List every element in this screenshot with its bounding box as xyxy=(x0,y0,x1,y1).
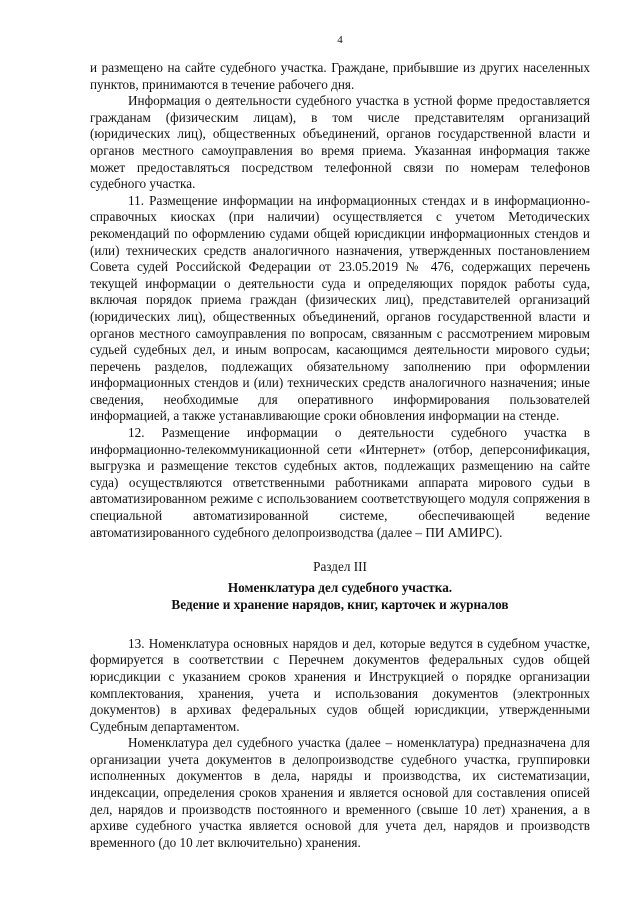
section-heading xyxy=(90,558,590,614)
paragraph-continuation: и размещено на сайте судебного участка. Граждане, прибывшие из других населенных пунктов, принимаются в течение рабочего дня. xyxy=(90,60,590,92)
page-number: 4 xyxy=(337,34,343,46)
paragraph-oral-information: Информация о деятельности судебного участка в устной форме предоставляется гражданам (физическим лицам), в том числе представителям организаций (юридических лиц), общественных объединений, органов государственной власти и органов местного самоуправления во время приема. Указанная информация также может предоставляться посредством телефонной связи по номерам телефонов судебного участка. xyxy=(90,93,590,192)
bottom-text-block xyxy=(90,636,590,852)
paragraph-13-nomenclature: 13. Номенклатура основных нарядов и дел, которые ведутся в судебном участке, формируется в соответствии с Перечнем документов федеральных судов общей юрисдикции с указанием сроков хранения и Инструкцией о порядке организации комплектования, хранения, учета и использования документов (электронных документов) в архивах федеральных судов общей юрисдикции, утвержденными Судебным департаментом. xyxy=(90,635,590,734)
top-text-block xyxy=(90,60,590,541)
section-title-line-1: Номенклатура дел судебного участка. xyxy=(227,579,453,595)
paragraph-11-info-stands: 11. Размещение информации на информационных стендах и в информационно-справочных киосках (при наличии) осуществляется с учетом Методических рекомендаций по оформлению судами общей юрисдикции информационных стендов и (или) технических средств аналогичного назначения, утвержденных постановлением Совета судей Российской Федерации от 23.05.2019 № 476, содержащих перечень текущей информации о деятельности суда и определяющих порядок работы суда, включая порядок приема граждан (физических лиц), представителей организаций (юридических лиц), общественных объединений, органов государственной власти и органов местного самоуправления по вопросам, связанным с рассмотрением мировым судьей судебных дел, и иным вопросам, касающимся деятельности мирового судьи; перечень разделов, подлежащих обязательному заполнению при оформлении информационных стендов и (или) технических средств аналогичного назначения; иные сведения, необходимые для оперативного информирования пользователей информацией, а также устанавливающие сроки обновления информации на стенде. xyxy=(90,192,590,424)
paragraph-nomenclature-purpose: Номенклатура дел судебного участка (далее – номенклатура) предназначена для организации учета документов в делопроизводстве судебного участка, группировки исполненных документов в дела, наряды и производства, их систематизации, индексации, определения сроков хранения и является основой для составления описей дел, нарядов и производств постоянного и временного (свыше 10 лет) хранения, а в архиве судебного участка является основой для учета дел, нарядов и производств временного (до 10 лет включительно) хранения. xyxy=(90,735,590,850)
paragraph-12-internet: 12. Размещение информации о деятельности судебного участка в информационно-телекоммуникационной сети «Интернет» (отбор, деперсонификация, выгрузка и размещение текстов судебных актов, подлежащих размещению на сайте суда) осуществляются ответственными работниками аппарата мирового судьи в автоматизированном режиме с использованием соответствующего модуля сопряжения в специальной автоматизированной системе, обеспечивающей ведение автоматизированного судебного делопроизводства (далее – ПИ АМИРС). xyxy=(90,425,590,540)
section-number: Раздел III xyxy=(313,559,367,575)
section-title-line-2: Ведение и хранение нарядов, книг, карточек и журналов xyxy=(171,597,509,613)
